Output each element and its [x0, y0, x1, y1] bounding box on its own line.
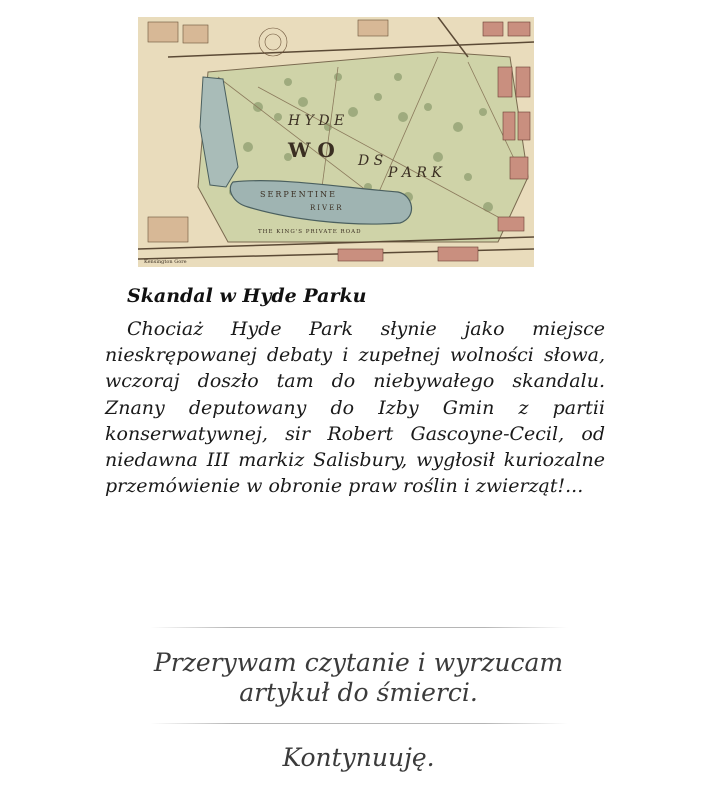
article-body: Chociaż Hyde Park słynie jako miejsce nieskrępowanej debaty i zupełnej wolności słowa, wczoraj doszło tam do niebywałego skandalu. Znany deputowany do Izby Gmin z partii konserwatywnej, sir Robert Gascoyne-Cecil, od niedawna III markiz Salisbury, wygłosił kuriozalne przemówienie w obronie praw roślin i zwierząt!...: [105, 318, 605, 498]
choice-divider-bottom: [150, 723, 568, 724]
map-label-kensington-gore: Kensington Gore: [144, 259, 187, 265]
hyde-park-map-image: [138, 17, 534, 267]
article-title: Skandal w Hyde Parku: [127, 285, 367, 307]
choice-divider-top: [150, 627, 568, 628]
map-label-park: P A R K: [388, 165, 442, 181]
map-label-serpentine: SERPENTINE: [260, 190, 337, 199]
map-label-hyde: H Y D E: [288, 113, 345, 129]
choice-stop-reading-link[interactable]: Przerywam czytanie i wyrzucam artykuł do śmierci.: [153, 648, 564, 707]
map-label-ring-road: THE KING'S PRIVATE ROAD: [258, 229, 362, 235]
map-label-wo: W O: [288, 138, 335, 162]
map-label-river: RIVER: [310, 204, 344, 212]
map-label-ds: D S: [358, 153, 384, 169]
choice-continue-link[interactable]: Kontynuuję.: [282, 743, 435, 772]
